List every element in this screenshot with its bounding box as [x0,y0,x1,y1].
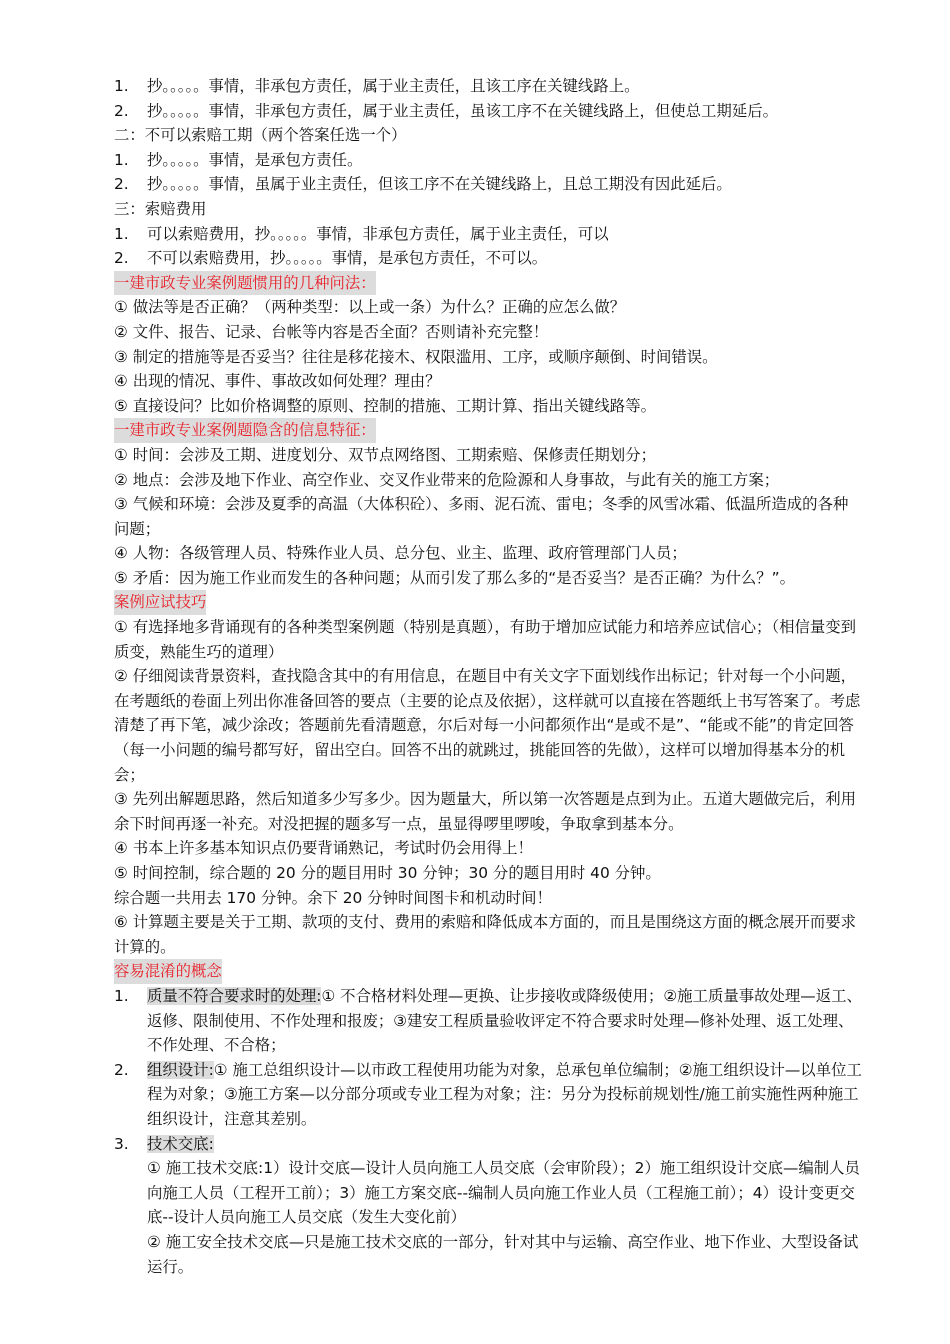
paragraph: ① 做法等是否正确？（两种类型：以上或一条）为什么？正确的应怎么做？ [114,298,626,317]
item-number: 3. [114,1134,129,1153]
item-number: 1. [114,150,129,169]
paragraph: ② 文件、报告、记录、台帐等内容是否全面？否则请补充完整！ [114,322,549,341]
highlighted-heading: 一建市政专业案例题惯用的几种问法： [114,271,376,296]
sub-paragraph: ① 施工技术交底:1）设计交底—设计人员向施工人员交底（会审阶段）；2）施工组织设计交底—编制人员向施工人员（工程开工前）；3）施工方案交底--编制人员向施工作业人员（工程施工前）；4）设计变更交底--设计人员向施工人员交底（发生大变化前） [147,1159,860,1227]
paragraph: 综合题一共用去 170 分钟。余下 20 分钟时间图卡和机动时间！ [114,888,552,907]
list-item [114,246,862,271]
item-text: 不可以索赔费用，抄。。。。。事情，是承包方责任，不可以。 [147,249,548,268]
item-label: 质量不符合要求时的处理: [147,986,322,1005]
paragraph: ③ 气候和环境：会涉及夏季的高温（大体积砼）、多雨、泥石流、雷电；冬季的风雪冰霜、低温所造成的各种问题； [114,495,849,538]
paragraph: ② 仔细阅读背景资料，查找隐含其中的有用信息，在题目中有关文字下面划线作出标记；针对每一个小问题，在考题纸的卷面上列出你准备回答的要点（主要的论点及依据），这样就可以直接在答题纸上书写答案了。考虑清楚了再下笔，减少涂改；答题前先看清题意，尔后对每一小问都须作出“是或不是”、“能或不能”的肯定回答（每一小问题的编号都写好，留出空白。回答不出的就跳过，挑能回答的先做），这样可以增加得基本分的机会； [114,667,861,784]
highlighted-heading: 一建市政专业案例题隐含的信息特征： [114,418,376,443]
item-label: 组织设计: [147,1060,214,1079]
document-page [114,74,862,1279]
section-heading: 二：不可以索赔工期（两个答案任选一个） [114,126,407,145]
item-number: 1. [114,986,129,1005]
item-number: 1. [114,77,129,95]
item-text: 抄。。。。。事情，虽属于业主责任，但该工序不在关键线路上，且总工期没有因此延后。 [147,175,732,194]
sub-paragraph: ② 施工安全技术交底—只是施工技术交底的一部分，针对其中与运输、高空作业、地下作业、大型设备试运行。 [147,1232,859,1276]
list-item [114,99,862,124]
item-label: 技术交底: [147,1134,214,1153]
paragraph: ⑤ 矛盾：因为施工作业而发生的各种问题；从而引发了那么多的“是否妥当？是否正确？为什么？”。 [114,568,796,587]
item-text: 抄。。。。。事情，是承包方责任。 [147,150,363,169]
section-heading: 三：索赔费用 [114,199,207,218]
list-item [114,1132,862,1157]
item-text: 可以索赔费用，抄。。。。。事情，非承包方责任，属于业主责任，可以 [147,224,609,243]
paragraph: ④ 人物：各级管理人员、特殊作业人员、总分包、业主、监理、政府管理部门人员； [114,544,687,563]
paragraph: ④ 出现的情况、事件、事故改如何处理？理由？ [114,372,441,391]
paragraph: ④ 书本上许多基本知识点仍要背诵熟记，考试时仍会用得上！ [114,839,533,858]
item-text: ① 施工总组织设计—以市政工程使用功能为对象，总承包单位编制；②施工组织设计—以单位工程为对象；③施工方案—以分部分项或专业工程为对象；注：另分为投标前规划性/施工前实施性两种施工组织设计，注意其差别。 [147,1060,862,1128]
paragraph: ① 有选择地多背诵现有的各种类型案例题（特别是真题），有助于增加应试能力和培养应试信心；（相信量变到质变，熟能生巧的道理） [114,618,857,661]
paragraph: ① 时间：会涉及工期、进度划分、双节点网络图、工期索赔、保修责任期划分； [114,445,656,464]
list-item [114,222,862,247]
item-number: 2. [114,1060,129,1079]
paragraph: ③ 制定的措施等是否妥当？往往是移花接木、权限滥用、工序，或顺序颠倒、时间错误。 [114,347,718,366]
list-item [114,1058,862,1132]
list-item [114,172,862,197]
list-item [114,74,862,99]
item-number: 2. [114,249,129,268]
item-text: 抄。。。。。事情，非承包方责任，属于业主责任，且该工序在关键线路上。 [147,77,640,95]
list-item [114,148,862,173]
paragraph: ⑤ 时间控制，综合题的 20 分的题目用时 30 分钟；30 分的题目用时 40 分钟。 [114,864,661,882]
paragraph: ⑤ 直接设问？比如价格调整的原则、控制的措施、工期计算、指出关键线路等。 [114,396,656,415]
list-item [114,984,862,1058]
item-number: 2. [114,175,129,194]
item-number: 1. [114,224,129,243]
item-text: 抄。。。。。事情，非承包方责任，属于业主责任，虽该工序不在关键线路上，但使总工期延后。 [147,101,778,120]
paragraph: ② 地点：会涉及地下作业、高空作业、交叉作业带来的危险源和人身事故，与此有关的施工方案； [114,470,780,489]
highlighted-heading: 容易混淆的概念 [114,959,222,984]
paragraph: ⑥ 计算题主要是关于工期、款项的支付、费用的索赔和降低成本方面的，而且是围绕这方面的概念展开而要求计算的。 [114,913,857,956]
highlighted-heading: 案例应试技巧 [114,590,206,615]
item-number: 2. [114,101,129,120]
item-text: ① 不合格材料处理—更换、让步接收或降级使用；②施工质量事故处理—返工、返修、限制使用、不作处理和报废；③建安工程质量验收评定不符合要求时处理—修补处理、返工处理、不作处理、不合格； [147,986,862,1055]
paragraph: ③ 先列出解题思路，然后知道多少写多少。因为题量大，所以第一次答题是点到为止。五道大题做完后，利用余下时间再逐一补充。对没把握的题多写一点，虽显得啰里啰唆，争取拿到基本分。 [114,790,857,833]
